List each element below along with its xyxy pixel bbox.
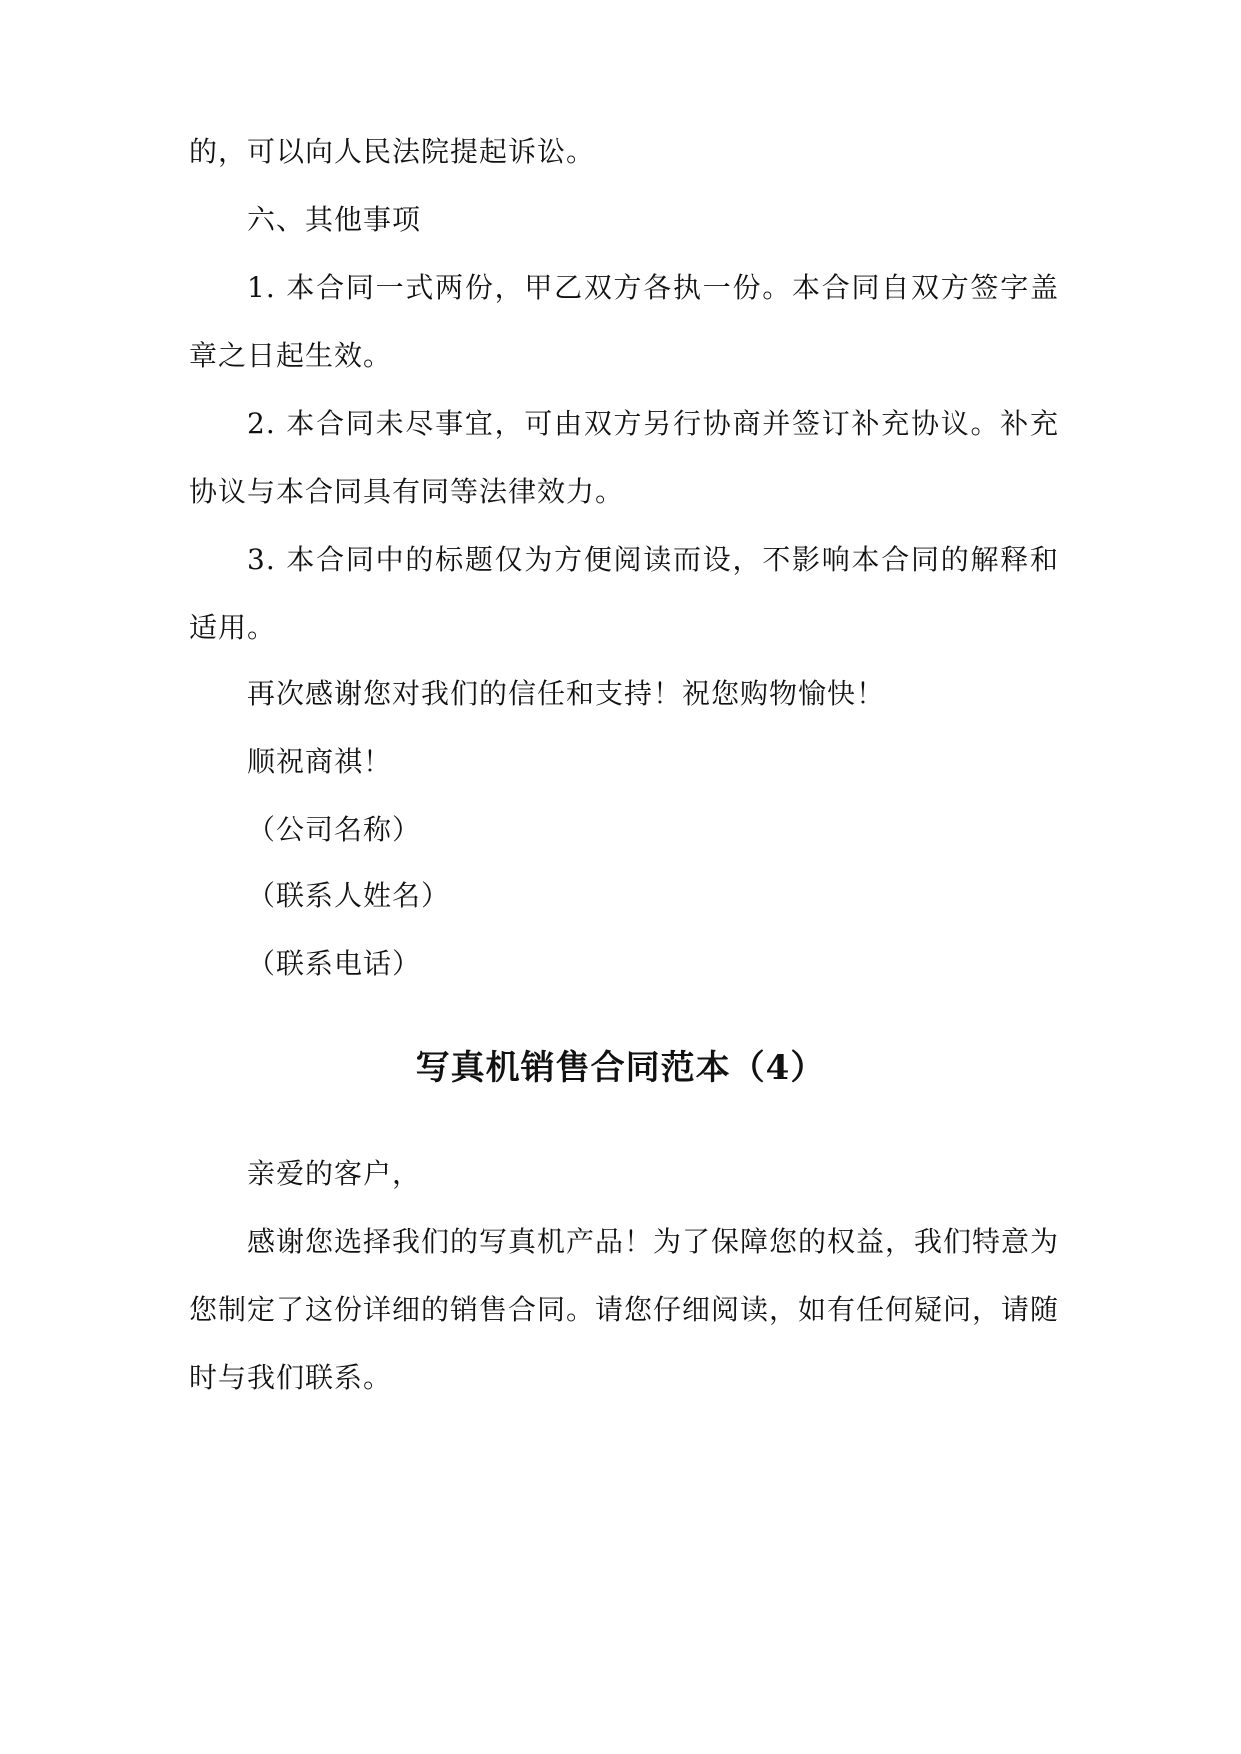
- intro-line-2: 您制定了这份详细的销售合同。请您仔细阅读，如有任何疑问，请随: [189, 1293, 1060, 1326]
- intro-line-3: 时与我们联系。: [189, 1361, 393, 1394]
- paragraph-continuation: 的，可以向人民法院提起诉讼。: [189, 135, 596, 168]
- item-2-line-2: 协议与本合同具有同等法律效力。: [189, 475, 625, 508]
- thanks-line: 再次感谢您对我们的信任和支持！祝您购物愉快！: [247, 677, 886, 710]
- contact-phone-placeholder: （联系电话）: [247, 947, 422, 980]
- item-1-line-1: 1. 本合同一式两份，甲乙双方各执一份。本合同自双方签字盖: [247, 271, 1059, 304]
- regards-line: 顺祝商祺！: [247, 745, 393, 778]
- greeting-line: 亲爱的客户，: [247, 1157, 422, 1190]
- company-name-placeholder: （公司名称）: [247, 813, 422, 846]
- intro-line-1: 感谢您选择我们的写真机产品！为了保障您的权益，我们特意为: [247, 1225, 1060, 1258]
- section-heading-other-matters: 六、其他事项: [247, 203, 422, 236]
- contact-name-placeholder: （联系人姓名）: [247, 879, 451, 912]
- section-title: 写真机销售合同范本（4）: [415, 1048, 826, 1088]
- item-3-line-1: 3. 本合同中的标题仅为方便阅读而设，不影响本合同的解释和: [247, 543, 1059, 576]
- item-2-line-1: 2. 本合同未尽事宜，可由双方另行协商并签订补充协议。补充: [247, 407, 1059, 440]
- item-3-line-2: 适用。: [189, 611, 277, 644]
- item-1-line-2: 章之日起生效。: [189, 339, 393, 372]
